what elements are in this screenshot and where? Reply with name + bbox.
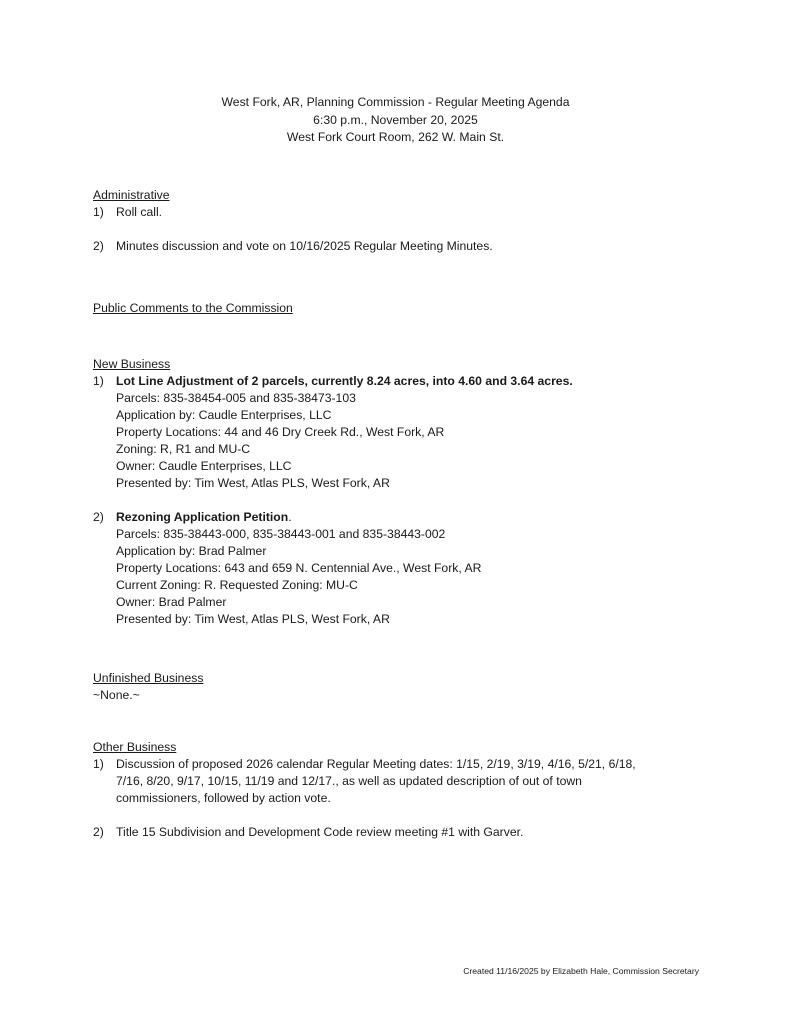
- list-item: [93, 756, 713, 807]
- list-item: [93, 824, 713, 841]
- new-business-section: [93, 356, 713, 628]
- public-comments-section: [93, 300, 713, 317]
- meeting-location: West Fork Court Room, 262 W. Main St.: [286, 130, 505, 144]
- item-detail: Parcels: 835-38454-005 and 835-38473-103: [116, 391, 356, 405]
- item-detail: Property Locations: 44 and 46 Dry Creek Rd., West Fork, AR: [116, 425, 445, 439]
- section-heading-other-business: Other Business: [93, 740, 177, 754]
- item-text: Roll call.: [116, 205, 163, 219]
- section-heading-unfinished-business: Unfinished Business: [93, 671, 204, 685]
- item-detail: Application by: Caudle Enterprises, LLC: [116, 408, 332, 422]
- section-heading-new-business: New Business: [93, 357, 171, 371]
- item-title: Rezoning Application Petition: [116, 510, 289, 524]
- other-business-section: [93, 739, 713, 841]
- item-text-line: Discussion of proposed 2026 calendar Regular Meeting dates: 1/15, 2/19, 3/19, 4/16, 5/21, 6/18,: [116, 757, 636, 771]
- list-item: [93, 373, 713, 492]
- section-heading-public-comments: Public Comments to the Commission: [93, 301, 293, 315]
- item-title: Lot Line Adjustment of 2 parcels, currently 8.24 acres, into 4.60 and 3.64 acres.: [116, 374, 573, 388]
- administrative-section: [93, 187, 713, 255]
- item-detail: Parcels: 835-38443-000, 835-38443-001 and 835-38443-002: [116, 527, 446, 541]
- item-number: 1): [93, 374, 104, 388]
- item-text-line: Title 15 Subdivision and Development Code review meeting #1 with Garver.: [116, 825, 524, 839]
- item-number: 2): [93, 239, 104, 253]
- item-text: Minutes discussion and vote on 10/16/2025 Regular Meeting Minutes.: [116, 239, 493, 253]
- agenda-header: [0, 94, 791, 147]
- unfinished-business-section: [93, 670, 713, 704]
- section-heading-administrative: Administrative: [93, 188, 170, 202]
- list-item: [93, 204, 713, 221]
- item-detail: Owner: Brad Palmer: [116, 595, 227, 609]
- item-detail: Current Zoning: R. Requested Zoning: MU-C: [116, 578, 358, 592]
- item-number: 2): [93, 510, 104, 524]
- item-number: 2): [93, 825, 104, 839]
- item-title-suffix: .: [288, 510, 292, 524]
- unfinished-business-text: ~None.~: [93, 688, 140, 702]
- item-detail: Presented by: Tim West, Atlas PLS, West Fork, AR: [116, 612, 390, 626]
- item-detail: Property Locations: 643 and 659 N. Centennial Ave., West Fork, AR: [116, 561, 482, 575]
- item-detail: Owner: Caudle Enterprises, LLC: [116, 459, 292, 473]
- item-text-line: commissioners, followed by action vote.: [116, 791, 331, 805]
- item-number: 1): [93, 757, 104, 771]
- meeting-time: 6:30 p.m., November 20, 2025: [313, 112, 478, 127]
- footer-created-by: Created 11/16/2025 by Elizabeth Hale, Commission Secretary: [463, 966, 699, 976]
- item-number: 1): [93, 205, 104, 219]
- item-detail: Application by: Brad Palmer: [116, 544, 267, 558]
- list-item: [93, 238, 713, 255]
- item-detail: Presented by: Tim West, Atlas PLS, West Fork, AR: [116, 476, 390, 490]
- item-text-line: 7/16, 8/20, 9/17, 10/15, 11/19 and 12/17., as well as updated description of out of town: [116, 774, 582, 788]
- item-detail: Zoning: R, R1 and MU-C: [116, 442, 251, 456]
- list-item: [93, 509, 713, 628]
- agenda-title: West Fork, AR, Planning Commission - Regular Meeting Agenda: [221, 95, 570, 109]
